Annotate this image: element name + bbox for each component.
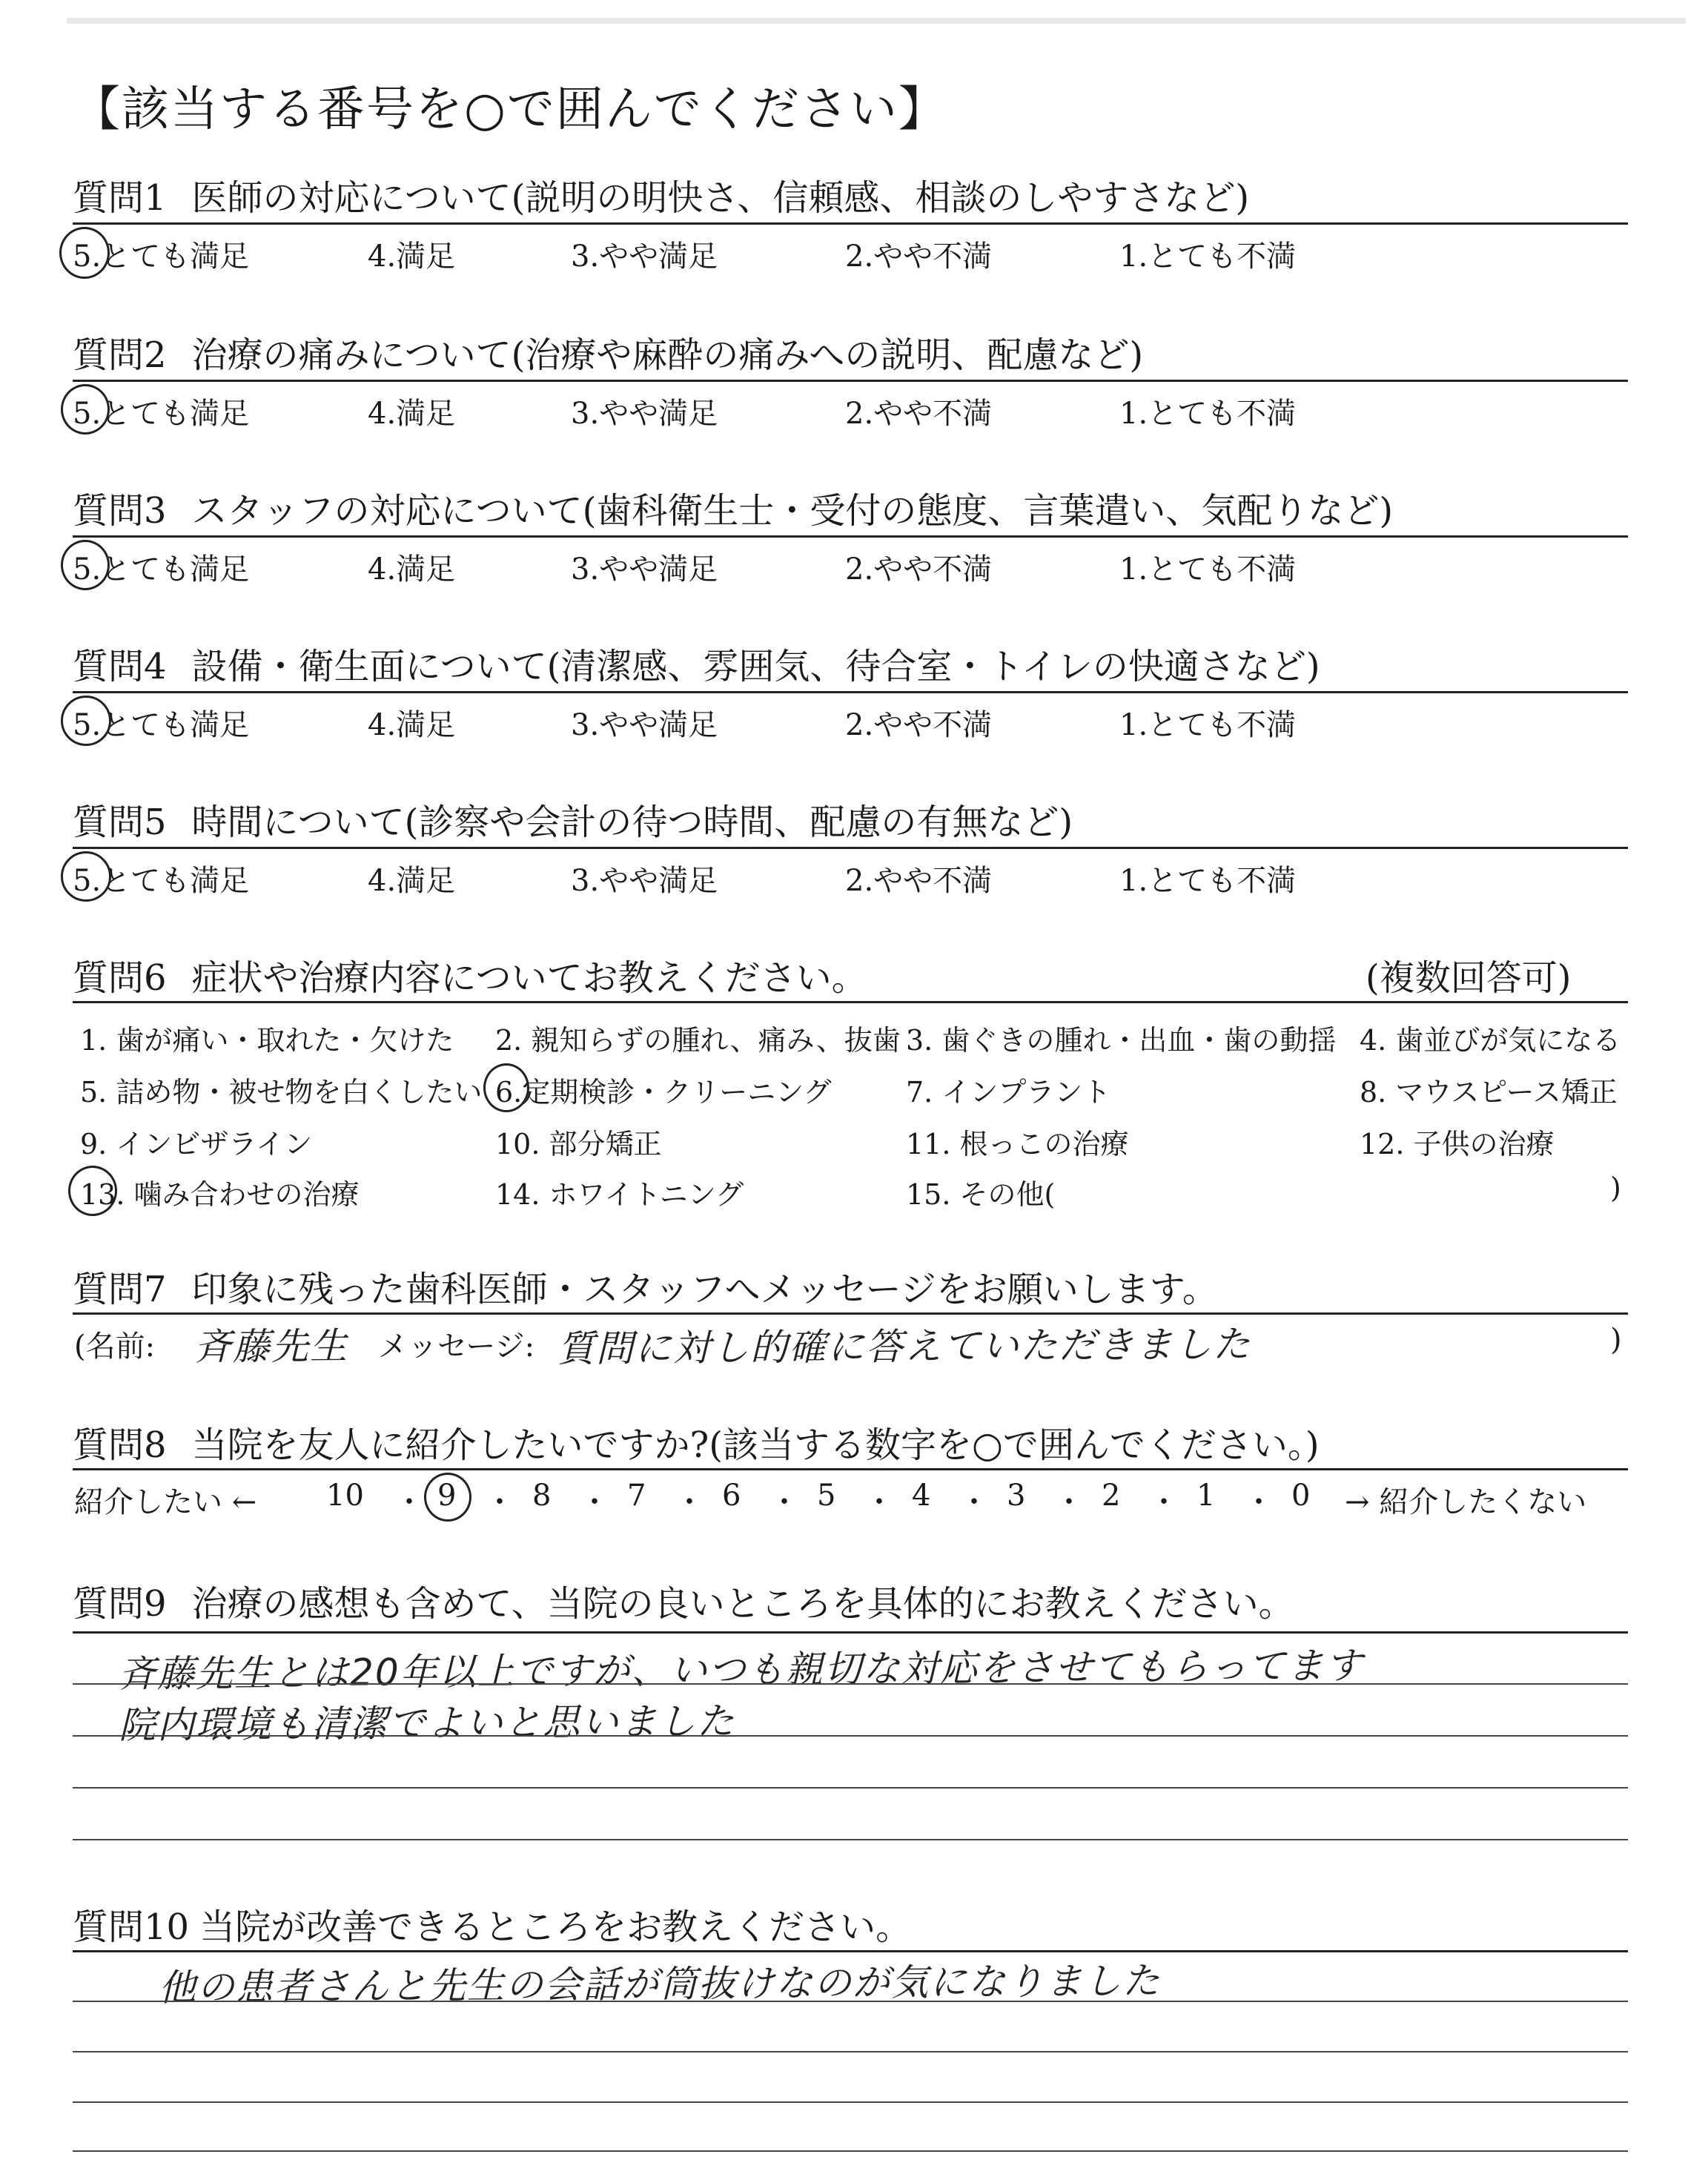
q6-item-11[interactable]: 11. 根っこの治療 bbox=[906, 1128, 1129, 1160]
question-8-text: 当院を友人に紹介したいですか?(該当する数字を○で囲んでください。) bbox=[191, 1424, 1320, 1466]
question-1-heading bbox=[73, 169, 1249, 220]
q8-scale-0[interactable]: 0 bbox=[1291, 1479, 1311, 1513]
q6-item-2[interactable]: 2. 親知らずの腫れ、痛み、抜歯 bbox=[495, 1024, 901, 1057]
q10-writing-line bbox=[73, 2150, 1628, 2152]
q1-option-4[interactable]: 4.満足 bbox=[368, 240, 456, 274]
q8-dot-separator: ・ bbox=[580, 1485, 609, 1519]
q9-answer-line-2[interactable]: 院内環境も清潔でよいと思いました bbox=[118, 1700, 736, 1747]
q8-dot-separator: ・ bbox=[959, 1485, 989, 1519]
q8-scale-4[interactable]: 4 bbox=[912, 1479, 931, 1513]
q4-option-4[interactable]: 4.満足 bbox=[368, 708, 456, 742]
question-4-rule bbox=[73, 691, 1628, 693]
question-3-rule bbox=[73, 535, 1628, 538]
question-8-rule bbox=[73, 1468, 1628, 1470]
q5-option-1[interactable]: 1.とても不満 bbox=[1119, 864, 1297, 898]
question-6-note: (複数回答可) bbox=[1366, 957, 1572, 999]
question-10-heading bbox=[73, 1898, 911, 1949]
question-10-rule bbox=[73, 1950, 1628, 1952]
question-2-text: 治療の痛みについて(治療や麻酔の痛みへの説明、配慮など) bbox=[191, 334, 1144, 376]
question-5-number: 質問5 bbox=[73, 802, 167, 843]
q3-option-4[interactable]: 4.満足 bbox=[368, 552, 456, 587]
q1-option-2[interactable]: 2.やや不満 bbox=[845, 240, 993, 274]
q6-item-7[interactable]: 7. インプラント bbox=[906, 1076, 1111, 1109]
question-7-number: 質問7 bbox=[73, 1269, 167, 1310]
q8-scale-8[interactable]: 8 bbox=[532, 1479, 552, 1513]
q3-option-1[interactable]: 1.とても不満 bbox=[1119, 552, 1297, 587]
q1-option-1[interactable]: 1.とても不満 bbox=[1119, 240, 1297, 274]
question-3-number: 質問3 bbox=[73, 490, 167, 532]
q8-dot-separator: ・ bbox=[485, 1485, 514, 1519]
q6-item-15[interactable]: 15. その他( bbox=[906, 1178, 1056, 1211]
q10-writing-line bbox=[73, 2051, 1628, 2052]
q3-option-5[interactable]: 5.とても満足 bbox=[73, 552, 250, 587]
q6-item-9[interactable]: 9. インビザライン bbox=[80, 1128, 313, 1160]
q8-scale-2[interactable]: 2 bbox=[1102, 1479, 1121, 1513]
question-8-number: 質問8 bbox=[73, 1424, 167, 1466]
q2-option-5[interactable]: 5.とても満足 bbox=[73, 397, 250, 431]
q8-right-label: → 紹介したくない bbox=[1345, 1485, 1587, 1519]
top-border bbox=[67, 18, 1686, 24]
q8-dot-separator: ・ bbox=[394, 1485, 424, 1519]
q8-scale-6[interactable]: 6 bbox=[722, 1479, 741, 1513]
q7-name-label: (名前: bbox=[74, 1330, 156, 1364]
q10-answer-line-1[interactable]: 他の患者さんと先生の会話が筒抜けなのが気になりました bbox=[158, 1959, 1162, 2009]
q7-close-paren: ) bbox=[1610, 1323, 1622, 1357]
question-9-text: 治療の感想も含めて、当院の良いところを具体的にお教えください。 bbox=[191, 1583, 1294, 1625]
question-7-heading bbox=[73, 1261, 1218, 1312]
q4-option-2[interactable]: 2.やや不満 bbox=[845, 708, 993, 742]
page-title: 【該当する番号を○で囲んでください】 bbox=[73, 82, 947, 137]
question-9-number: 質問9 bbox=[73, 1583, 167, 1625]
q8-scale-1[interactable]: 1 bbox=[1196, 1479, 1216, 1513]
q9-answer-line-1[interactable]: 斉藤先生とは20年以上ですが、いつも親切な対応をさせてもらってます bbox=[118, 1644, 1364, 1696]
question-5-rule bbox=[73, 847, 1628, 849]
question-10-number: 質問10 bbox=[73, 1906, 190, 1948]
q8-dot-separator: ・ bbox=[675, 1485, 704, 1519]
q6-item-5[interactable]: 5. 詰め物・被せ物を白くしたい bbox=[80, 1076, 483, 1109]
q8-dot-separator: ・ bbox=[1054, 1485, 1084, 1519]
q8-scale-5[interactable]: 5 bbox=[817, 1479, 836, 1513]
q2-option-3[interactable]: 3.やや満足 bbox=[571, 397, 718, 431]
q2-option-2[interactable]: 2.やや不満 bbox=[845, 397, 993, 431]
question-1-number: 質問1 bbox=[73, 177, 167, 219]
q5-option-4[interactable]: 4.満足 bbox=[368, 864, 456, 898]
q5-option-2[interactable]: 2.やや不満 bbox=[845, 864, 993, 898]
question-5-text: 時間について(診察や会計の待つ時間、配慮の有無など) bbox=[191, 802, 1073, 843]
q8-dot-separator: ・ bbox=[769, 1485, 799, 1519]
q6-item-6[interactable]: 6.定期検診・クリーニング bbox=[495, 1076, 832, 1109]
question-8-heading bbox=[73, 1416, 1320, 1467]
q6-item-1[interactable]: 1. 歯が痛い・取れた・欠けた bbox=[80, 1024, 454, 1057]
q8-scale-10[interactable]: 10 bbox=[326, 1479, 364, 1513]
question-4-text: 設備・衛生面について(清潔感、雰囲気、待合室・トイレの快適さなど) bbox=[191, 646, 1320, 687]
q6-item-15-close: ) bbox=[1610, 1172, 1621, 1204]
q8-dot-separator: ・ bbox=[1149, 1485, 1179, 1519]
question-1-rule bbox=[73, 222, 1628, 225]
q1-option-3[interactable]: 3.やや満足 bbox=[571, 240, 718, 274]
q4-option-3[interactable]: 3.やや満足 bbox=[571, 708, 718, 742]
q2-option-1[interactable]: 1.とても不満 bbox=[1119, 397, 1297, 431]
q2-option-4[interactable]: 4.満足 bbox=[368, 397, 456, 431]
q7-message-value[interactable]: 質問に対し的確に答えていただきました bbox=[557, 1322, 1252, 1371]
q8-scale-3[interactable]: 3 bbox=[1007, 1479, 1026, 1513]
q9-writing-line bbox=[73, 1735, 1628, 1737]
q6-item-12[interactable]: 12. 子供の治療 bbox=[1360, 1128, 1555, 1160]
question-3-heading bbox=[73, 482, 1393, 533]
question-9-rule bbox=[73, 1631, 1628, 1634]
q7-message-label: メッセージ: bbox=[378, 1330, 535, 1364]
question-9-heading bbox=[73, 1575, 1294, 1626]
q6-item-3[interactable]: 3. 歯ぐきの腫れ・出血・歯の動揺 bbox=[906, 1024, 1337, 1057]
question-5-heading bbox=[73, 793, 1073, 845]
q4-option-1[interactable]: 1.とても不満 bbox=[1119, 708, 1297, 742]
q4-option-5[interactable]: 5.とても満足 bbox=[73, 708, 250, 742]
q3-option-3[interactable]: 3.やや満足 bbox=[571, 552, 718, 587]
q9-writing-line bbox=[73, 1787, 1628, 1789]
question-6-text: 症状や治療内容についてお教えください。 bbox=[191, 957, 867, 999]
q3-option-2[interactable]: 2.やや不満 bbox=[845, 552, 993, 587]
q9-writing-line bbox=[73, 1683, 1628, 1685]
question-10-text: 当院が改善できるところをお教えください。 bbox=[199, 1906, 912, 1948]
q6-item-8[interactable]: 8. マウスピース矯正 bbox=[1360, 1076, 1618, 1109]
q8-scale-7[interactable]: 7 bbox=[627, 1479, 646, 1513]
q6-item-14[interactable]: 14. ホワイトニング bbox=[495, 1178, 744, 1211]
q6-item-4[interactable]: 4. 歯並びが気になる bbox=[1360, 1024, 1621, 1057]
question-2-number: 質問2 bbox=[73, 334, 167, 376]
q8-dot-separator: ・ bbox=[864, 1485, 894, 1519]
question-2-heading bbox=[73, 326, 1143, 377]
q8-dot-separator: ・ bbox=[1244, 1485, 1274, 1519]
q10-writing-line bbox=[73, 2001, 1628, 2002]
q9-writing-line bbox=[73, 1839, 1628, 1840]
q7-name-value[interactable]: 斉藤先生 bbox=[193, 1324, 349, 1369]
q5-option-3[interactable]: 3.やや満足 bbox=[571, 864, 718, 898]
question-3-text: スタッフの対応について(歯科衛生士・受付の態度、言葉遣い、気配りなど) bbox=[191, 490, 1394, 532]
question-7-rule bbox=[73, 1312, 1628, 1315]
question-4-number: 質問4 bbox=[73, 646, 167, 687]
q1-option-5[interactable]: 5.とても満足 bbox=[73, 240, 250, 274]
question-1-text: 医師の対応について(説明の明快さ、信頼感、相談のしやすさなど) bbox=[191, 177, 1250, 219]
question-6-number: 質問6 bbox=[73, 957, 167, 999]
question-6-rule bbox=[73, 1001, 1628, 1003]
question-7-text: 印象に残った歯科医師・スタッフへメッセージをお願いします。 bbox=[191, 1269, 1218, 1310]
question-6-heading bbox=[73, 949, 867, 1000]
question-4-heading bbox=[73, 638, 1320, 689]
q8-scale-9[interactable]: 9 bbox=[437, 1479, 457, 1513]
q5-option-5[interactable]: 5.とても満足 bbox=[73, 864, 250, 898]
q10-writing-line bbox=[73, 2101, 1628, 2103]
q6-item-10[interactable]: 10. 部分矯正 bbox=[495, 1128, 662, 1160]
q6-item-13[interactable]: 13. 噛み合わせの治療 bbox=[80, 1178, 360, 1211]
q8-left-label: 紹介したい ← bbox=[74, 1485, 257, 1519]
question-2-rule bbox=[73, 380, 1628, 382]
